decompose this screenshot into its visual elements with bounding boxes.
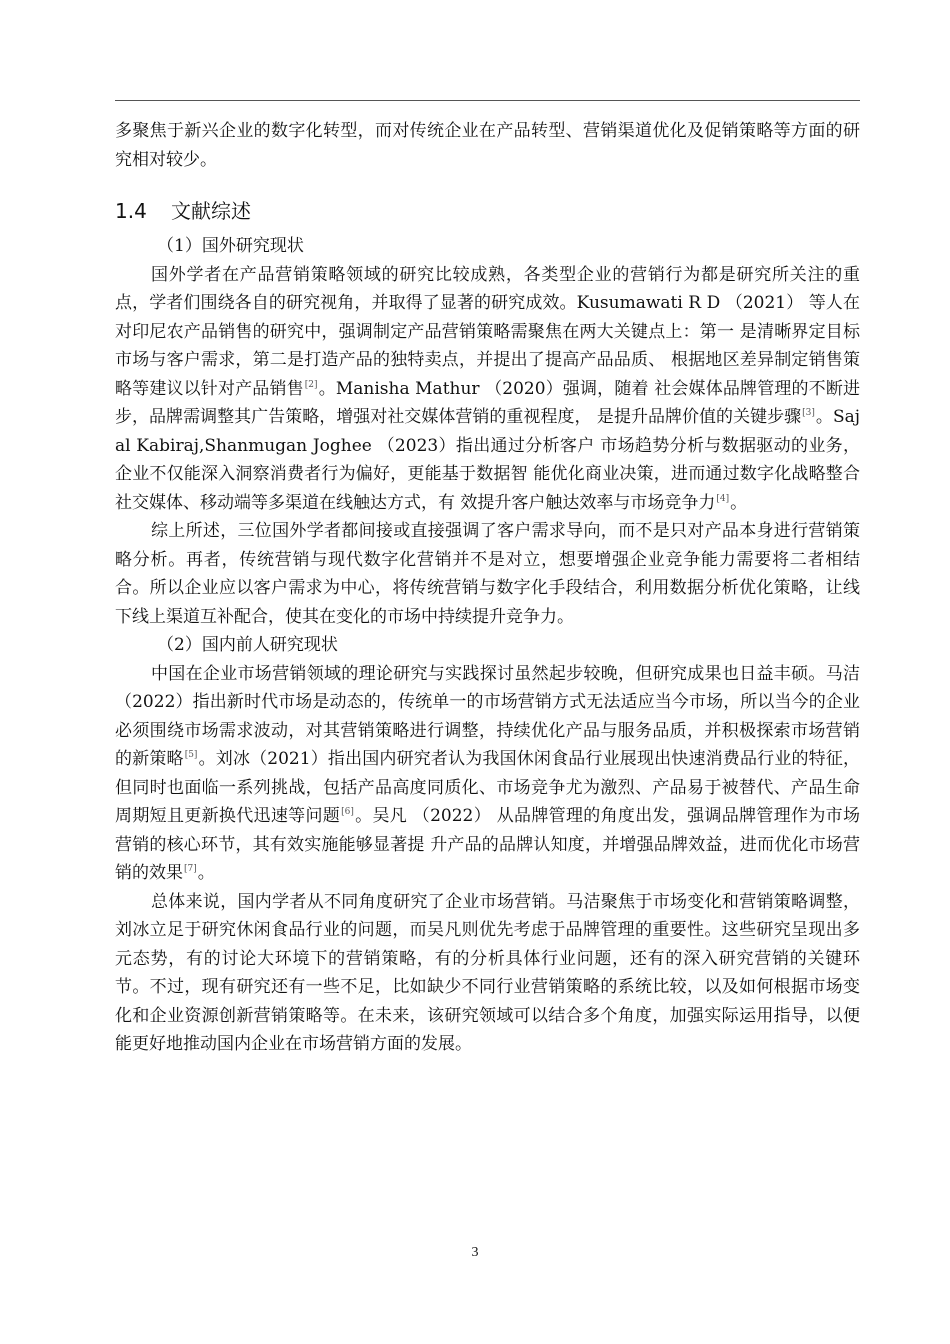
text-run: 。Sajal Kabiraj,Shanmugan Joghee （2023）指出通过分析客户 市场趋势分析与数据驱动的业务，企业不仅能深入洞察消费者行为偏好，更能基于数据智 能优化商业决策，进而通过数字化战略整合社交媒体、移动端等多渠道在线触达方式，有 效提升客户触达效率与市场竞争力 — [115, 407, 860, 513]
text-run: 。吴凡 （2022） 从品牌管理的角度出发，强调品牌管理作为市场营销的核心环节，其有效实施能够显著提 升产品的品牌认知度，并增强品牌效益，进而优化市场营销的效果 — [115, 806, 860, 883]
text-run: 。 — [730, 492, 748, 513]
section-number: 1.4 — [115, 199, 147, 223]
citation-4: [4] — [716, 493, 730, 504]
citation-5: [5] — [184, 750, 198, 760]
foreign-summary-paragraph: 综上所述，三位国外学者都间接或直接强调了客户需求导向，而不是只对产品本身进行营销策略分析。再者，传统营销与现代数字化营销并不是对立，想要增强企业竞争能力需要将二者相结合。所以企业应以客户需求为中心，将传统营销与数字化手段结合，利用数据分析优化策略，让线下线上渠道互补配合，使其在变化的市场中持续提升竞争力。 — [115, 521, 860, 627]
page-number: 3 — [471, 1245, 479, 1260]
citation-2: [2] — [304, 379, 318, 390]
text-run: 。刘冰（2021）指出国内研究者认为我国休闲食品行业展现出快速消费品行业的特征，但同时也面临一系列挑战，包括产品高度同质化、市场竞争尤为激烈、产品易于被替代、产品生命周期短且更新换代迅速等问题 — [115, 749, 861, 826]
text-run: 。 — [197, 863, 215, 883]
section-heading — [115, 196, 860, 226]
section-title: 文献综述 — [171, 199, 251, 223]
domestic-research-heading: （2）国内前人研究现状 — [157, 635, 338, 655]
domestic-paragraph-1 — [115, 660, 860, 888]
citation-6: [6] — [341, 807, 354, 817]
text-run: 。Manisha Mathur （2020）强调，随着 社会媒体品牌管理的不断进步，品牌需调整其广告策略，增强对社交媒体营销的重视程度， 是提升品牌价值的关键步骤 — [115, 378, 861, 427]
foreign-paragraph-1 — [115, 261, 860, 518]
citation-7: [7] — [184, 864, 197, 874]
foreign-research-heading: （1）国外研究现状 — [157, 236, 304, 256]
page-body — [115, 117, 860, 1059]
continuation-paragraph: 多聚焦于新兴企业的数字化转型，而对传统企业在产品转型、营销渠道优化及促销策略等方面的研究相对较少。 — [115, 121, 860, 170]
header-rule — [115, 100, 860, 101]
domestic-summary-paragraph: 总体来说，国内学者从不同角度研究了企业市场营销。马洁聚焦于市场变化和营销策略调整，刘冰立足于研究休闲食品行业的问题，而吴凡则优先考虑于品牌管理的重要性。这些研究呈现出多元态势，有的讨论大环境下的营销策略，有的分析具体行业问题，还有的深入研究营销的关键环节。不过，现有研究还有一些不足，比如缺少不同行业营销策略的系统比较，以及如何根据市场变化和企业资源创新营销策略等。在未来，该研究领域可以结合多个角度，加强实际运用指导，以便能更好地推动国内企业在市场营销方面的发展。 — [115, 891, 860, 1054]
citation-3: [3] — [802, 408, 815, 418]
text-run: 国外学者在产品营销策略领域的研究比较成熟，各类型企业的营销行为都是研究所关注的重点，学者们围绕各自的研究视角，并取得了显著的研究成效。Kusumawati R D （2021） 等人在对印尼农产品销售的研究中，强调制定产品营销策略需聚焦在两大关键点上：第一 是清晰界定目标市场与客户需求，第二是打造产品的独特卖点，并提出了提高产品品质、 根据地区差异制定销售策略等建议以针对产品销售 — [115, 264, 860, 399]
text-run: 中国在企业市场营销领域的理论研究与实践探讨虽然起步较晚，但研究成果也日益丰硕。马洁（2022）指出新时代市场是动态的，传统单一的市场营销方式无法适应当今市场，所以当今的企业必须围绕市场需求波动，对其营销策略进行调整，持续优化产品与服务品质，并积极探索市场营销的新策略 — [115, 663, 860, 769]
